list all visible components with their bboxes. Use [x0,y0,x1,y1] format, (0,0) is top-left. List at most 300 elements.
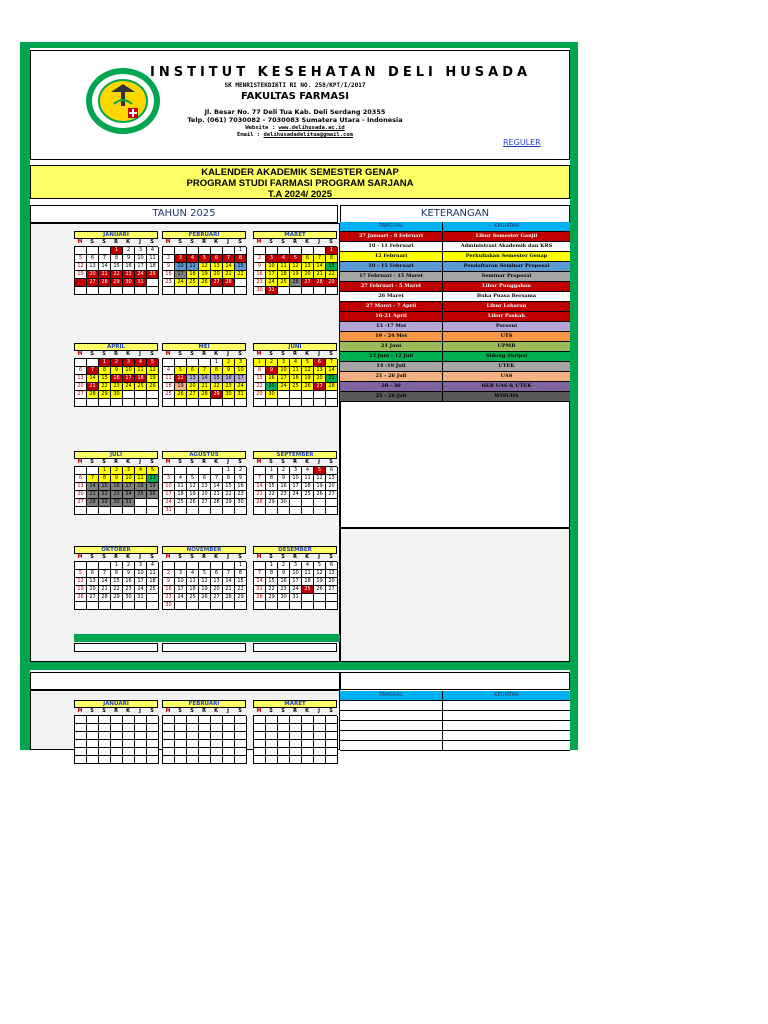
day-cell[interactable] [135,499,147,507]
day-cell[interactable]: 26 [187,499,199,507]
day-cell[interactable]: 29 [111,279,123,287]
day-cell[interactable] [99,748,111,756]
day-cell[interactable]: 19 [187,491,199,499]
day-cell[interactable]: 30 [123,279,135,287]
day-cell[interactable]: 10 [290,475,302,483]
day-cell[interactable]: 23 [163,279,175,287]
day-cell[interactable]: 2 [111,359,123,367]
day-cell[interactable]: 22 [99,383,111,391]
day-cell[interactable]: 31 [290,594,302,602]
day-cell[interactable]: 30 [266,391,278,399]
day-cell[interactable] [99,507,111,515]
day-cell[interactable]: 7 [211,475,223,483]
day-cell[interactable] [278,507,290,515]
day-cell[interactable]: 8 [99,367,111,375]
day-cell[interactable]: 26 [75,279,87,287]
day-cell[interactable] [99,247,111,255]
day-cell[interactable]: 23 [223,383,235,391]
day-cell[interactable]: 27 [326,586,338,594]
day-cell[interactable]: 3 [123,467,135,475]
day-cell[interactable]: 4 [302,562,314,570]
day-cell[interactable]: 17 [175,586,187,594]
day-cell[interactable] [223,247,235,255]
day-cell[interactable] [254,602,266,610]
day-cell[interactable] [314,732,326,740]
day-cell[interactable]: 24 [278,383,290,391]
day-cell[interactable] [211,562,223,570]
day-cell[interactable]: 6 [211,570,223,578]
day-cell[interactable] [111,740,123,748]
day-cell[interactable]: 16 [223,375,235,383]
day-cell[interactable]: 15 [223,483,235,491]
day-cell[interactable]: 9 [278,570,290,578]
day-cell[interactable]: 14 [223,263,235,271]
day-cell[interactable]: 10 [290,570,302,578]
day-cell[interactable] [302,602,314,610]
day-cell[interactable] [302,732,314,740]
day-cell[interactable]: 5 [75,255,87,263]
day-cell[interactable]: 22 [266,491,278,499]
day-cell[interactable]: 10 [135,255,147,263]
day-cell[interactable]: 17 [123,375,135,383]
day-cell[interactable]: 26 [147,383,159,391]
day-cell[interactable] [199,748,211,756]
day-cell[interactable] [235,399,247,407]
day-cell[interactable]: 8 [235,255,247,263]
day-cell[interactable]: 23 [111,383,123,391]
day-cell[interactable]: 9 [123,570,135,578]
day-cell[interactable]: 28 [99,279,111,287]
day-cell[interactable] [314,716,326,724]
day-cell[interactable]: 27 [87,279,99,287]
day-cell[interactable]: 21 [87,383,99,391]
day-cell[interactable]: 6 [75,475,87,483]
day-cell[interactable] [135,391,147,399]
day-cell[interactable]: 13 [314,367,326,375]
day-cell[interactable]: 3 [290,562,302,570]
day-cell[interactable]: 20 [87,586,99,594]
day-cell[interactable] [163,748,175,756]
day-cell[interactable]: 29 [99,499,111,507]
day-cell[interactable]: 4 [175,475,187,483]
day-cell[interactable]: 5 [199,255,211,263]
day-cell[interactable]: 12 [175,375,187,383]
day-cell[interactable] [211,748,223,756]
day-cell[interactable]: 10 [163,483,175,491]
day-cell[interactable]: 6 [314,359,326,367]
day-cell[interactable] [290,399,302,407]
day-cell[interactable] [135,602,147,610]
day-cell[interactable] [254,399,266,407]
day-cell[interactable]: 29 [235,594,247,602]
day-cell[interactable] [123,391,135,399]
day-cell[interactable] [326,594,338,602]
day-cell[interactable]: 30 [278,499,290,507]
day-cell[interactable]: 20 [302,271,314,279]
day-cell[interactable]: 21 [254,586,266,594]
day-cell[interactable]: 30 [163,602,175,610]
day-cell[interactable]: 5 [290,255,302,263]
day-cell[interactable] [266,756,278,764]
day-cell[interactable] [314,499,326,507]
day-cell[interactable] [211,602,223,610]
day-cell[interactable]: 14 [87,483,99,491]
day-cell[interactable] [302,740,314,748]
day-cell[interactable] [147,716,159,724]
day-cell[interactable]: 20 [87,271,99,279]
day-cell[interactable]: 13 [326,570,338,578]
day-cell[interactable]: 27 [314,383,326,391]
day-cell[interactable]: 28 [254,499,266,507]
day-cell[interactable]: 7 [87,367,99,375]
day-cell[interactable] [135,716,147,724]
day-cell[interactable]: 18 [187,586,199,594]
day-cell[interactable]: 7 [223,570,235,578]
day-cell[interactable] [290,391,302,399]
day-cell[interactable] [163,467,175,475]
day-cell[interactable] [99,602,111,610]
day-cell[interactable] [199,467,211,475]
day-cell[interactable] [302,499,314,507]
day-cell[interactable]: 21 [223,271,235,279]
day-cell[interactable] [147,732,159,740]
day-cell[interactable] [87,716,99,724]
day-cell[interactable]: 9 [123,255,135,263]
day-cell[interactable]: 14 [199,375,211,383]
day-cell[interactable] [223,507,235,515]
day-cell[interactable]: 27 [302,279,314,287]
day-cell[interactable]: 1 [266,467,278,475]
day-cell[interactable] [235,507,247,515]
day-cell[interactable] [314,399,326,407]
day-cell[interactable] [278,740,290,748]
day-cell[interactable]: 15 [211,375,223,383]
day-cell[interactable] [87,756,99,764]
day-cell[interactable] [123,756,135,764]
day-cell[interactable]: 8 [111,570,123,578]
day-cell[interactable]: 27 [75,499,87,507]
day-cell[interactable] [163,756,175,764]
day-cell[interactable]: 18 [147,263,159,271]
day-cell[interactable]: 24 [175,279,187,287]
day-cell[interactable]: 7 [199,367,211,375]
day-cell[interactable] [75,399,87,407]
day-cell[interactable] [163,724,175,732]
day-cell[interactable]: 15 [266,483,278,491]
day-cell[interactable] [123,399,135,407]
day-cell[interactable]: 26 [147,491,159,499]
day-cell[interactable]: 1 [326,247,338,255]
day-cell[interactable]: 15 [111,263,123,271]
day-cell[interactable]: 28 [254,594,266,602]
day-cell[interactable]: 4 [147,247,159,255]
day-cell[interactable]: 18 [278,271,290,279]
day-cell[interactable]: 10 [235,367,247,375]
day-cell[interactable] [211,247,223,255]
day-cell[interactable]: 5 [147,467,159,475]
day-cell[interactable] [87,247,99,255]
day-cell[interactable]: 17 [290,483,302,491]
day-cell[interactable] [326,732,338,740]
day-cell[interactable]: 22 [99,491,111,499]
day-cell[interactable] [290,748,302,756]
day-cell[interactable] [99,732,111,740]
day-cell[interactable]: 25 [278,279,290,287]
day-cell[interactable]: 13 [326,475,338,483]
day-cell[interactable] [199,399,211,407]
day-cell[interactable]: 30 [111,499,123,507]
day-cell[interactable] [290,716,302,724]
day-cell[interactable] [223,724,235,732]
day-cell[interactable]: 19 [199,271,211,279]
day-cell[interactable] [175,359,187,367]
day-cell[interactable] [199,724,211,732]
day-cell[interactable]: 24 [135,271,147,279]
day-cell[interactable] [290,247,302,255]
day-cell[interactable]: 22 [223,491,235,499]
day-cell[interactable]: 31 [123,499,135,507]
day-cell[interactable] [187,399,199,407]
day-cell[interactable]: 19 [75,586,87,594]
day-cell[interactable]: 28 [87,391,99,399]
day-cell[interactable] [199,287,211,295]
day-cell[interactable]: 1 [254,359,266,367]
day-cell[interactable]: 31 [235,391,247,399]
day-cell[interactable] [254,748,266,756]
day-cell[interactable]: 22 [111,586,123,594]
day-cell[interactable]: 10 [123,475,135,483]
day-cell[interactable]: 7 [314,255,326,263]
day-cell[interactable] [199,562,211,570]
day-cell[interactable] [187,748,199,756]
day-cell[interactable]: 3 [123,359,135,367]
day-cell[interactable]: 14 [314,263,326,271]
day-cell[interactable] [163,740,175,748]
day-cell[interactable]: 16 [278,578,290,586]
day-cell[interactable]: 12 [199,263,211,271]
day-cell[interactable]: 27 [211,594,223,602]
day-cell[interactable]: 21 [314,271,326,279]
day-cell[interactable]: 20 [326,578,338,586]
day-cell[interactable]: 30 [123,594,135,602]
day-cell[interactable] [87,724,99,732]
day-cell[interactable]: 21 [99,271,111,279]
day-cell[interactable] [326,499,338,507]
day-cell[interactable] [175,467,187,475]
day-cell[interactable] [99,716,111,724]
day-cell[interactable] [314,724,326,732]
day-cell[interactable]: 15 [235,578,247,586]
day-cell[interactable]: 19 [199,586,211,594]
day-cell[interactable] [278,732,290,740]
day-cell[interactable] [223,602,235,610]
day-cell[interactable]: 9 [163,263,175,271]
day-cell[interactable] [187,359,199,367]
day-cell[interactable] [326,507,338,515]
day-cell[interactable] [163,399,175,407]
day-cell[interactable] [211,399,223,407]
day-cell[interactable]: 17 [290,578,302,586]
day-cell[interactable]: 24 [290,586,302,594]
day-cell[interactable]: 9 [254,263,266,271]
day-cell[interactable]: 8 [223,475,235,483]
day-cell[interactable]: 3 [175,255,187,263]
day-cell[interactable]: 26 [314,491,326,499]
day-cell[interactable] [187,562,199,570]
day-cell[interactable] [223,748,235,756]
day-cell[interactable]: 29 [266,594,278,602]
day-cell[interactable]: 8 [266,570,278,578]
day-cell[interactable]: 4 [163,367,175,375]
day-cell[interactable]: 1 [99,359,111,367]
day-cell[interactable]: 14 [254,578,266,586]
day-cell[interactable] [75,602,87,610]
day-cell[interactable]: 20 [75,491,87,499]
day-cell[interactable] [75,247,87,255]
day-cell[interactable]: 12 [302,367,314,375]
day-cell[interactable] [266,716,278,724]
day-cell[interactable] [290,602,302,610]
day-cell[interactable]: 17 [266,271,278,279]
day-cell[interactable]: 5 [75,570,87,578]
day-cell[interactable]: 15 [111,578,123,586]
day-cell[interactable]: 2 [163,570,175,578]
day-cell[interactable]: 10 [175,263,187,271]
day-cell[interactable] [278,756,290,764]
day-cell[interactable]: 4 [135,467,147,475]
day-cell[interactable]: 6 [199,475,211,483]
day-cell[interactable]: 11 [187,578,199,586]
day-cell[interactable] [135,756,147,764]
day-cell[interactable]: 9 [223,367,235,375]
day-cell[interactable] [111,287,123,295]
day-cell[interactable]: 20 [75,383,87,391]
day-cell[interactable] [326,716,338,724]
day-cell[interactable] [302,756,314,764]
day-cell[interactable] [135,740,147,748]
day-cell[interactable]: 28 [199,391,211,399]
day-cell[interactable] [111,724,123,732]
day-cell[interactable] [211,507,223,515]
day-cell[interactable]: 18 [147,578,159,586]
day-cell[interactable] [87,562,99,570]
day-cell[interactable]: 28 [223,279,235,287]
day-cell[interactable]: 20 [326,483,338,491]
day-cell[interactable] [187,247,199,255]
day-cell[interactable]: 25 [187,279,199,287]
day-cell[interactable] [99,562,111,570]
day-cell[interactable] [302,399,314,407]
day-cell[interactable]: 21 [223,586,235,594]
day-cell[interactable]: 31 [163,507,175,515]
day-cell[interactable]: 11 [187,263,199,271]
day-cell[interactable] [235,732,247,740]
day-cell[interactable]: 25 [147,586,159,594]
day-cell[interactable]: 30 [278,594,290,602]
day-cell[interactable]: 18 [175,491,187,499]
day-cell[interactable] [99,740,111,748]
day-cell[interactable]: 15 [99,375,111,383]
day-cell[interactable] [123,740,135,748]
day-cell[interactable] [211,716,223,724]
day-cell[interactable]: 19 [75,271,87,279]
day-cell[interactable] [290,756,302,764]
day-cell[interactable] [326,740,338,748]
day-cell[interactable] [314,602,326,610]
day-cell[interactable]: 19 [302,375,314,383]
day-cell[interactable]: 19 [290,271,302,279]
day-cell[interactable]: 14 [326,367,338,375]
day-cell[interactable]: 27 [326,491,338,499]
day-cell[interactable]: 24 [266,279,278,287]
day-cell[interactable]: 25 [302,586,314,594]
day-cell[interactable] [175,399,187,407]
day-cell[interactable] [290,499,302,507]
day-cell[interactable] [302,724,314,732]
day-cell[interactable]: 12 [75,578,87,586]
day-cell[interactable] [235,748,247,756]
day-cell[interactable] [147,602,159,610]
day-cell[interactable]: 13 [199,483,211,491]
day-cell[interactable]: 22 [235,271,247,279]
day-cell[interactable] [290,287,302,295]
day-cell[interactable]: 6 [326,467,338,475]
day-cell[interactable]: 27 [211,279,223,287]
day-cell[interactable]: 29 [326,279,338,287]
day-cell[interactable]: 8 [235,570,247,578]
day-cell[interactable]: 25 [187,594,199,602]
day-cell[interactable]: 16 [254,271,266,279]
day-cell[interactable]: 21 [326,375,338,383]
day-cell[interactable] [87,732,99,740]
day-cell[interactable]: 17 [175,271,187,279]
day-cell[interactable] [314,740,326,748]
day-cell[interactable] [266,732,278,740]
day-cell[interactable]: 26 [314,586,326,594]
day-cell[interactable] [302,287,314,295]
day-cell[interactable]: 23 [123,271,135,279]
day-cell[interactable] [135,507,147,515]
day-cell[interactable]: 10 [266,263,278,271]
day-cell[interactable] [175,507,187,515]
day-cell[interactable] [266,507,278,515]
day-cell[interactable] [278,399,290,407]
day-cell[interactable] [147,287,159,295]
day-cell[interactable]: 23 [235,491,247,499]
day-cell[interactable] [75,732,87,740]
day-cell[interactable] [326,748,338,756]
day-cell[interactable]: 1 [99,467,111,475]
day-cell[interactable]: 11 [175,483,187,491]
day-cell[interactable] [223,287,235,295]
day-cell[interactable]: 23 [266,383,278,391]
day-cell[interactable]: 12 [187,483,199,491]
day-cell[interactable]: 19 [147,483,159,491]
day-cell[interactable]: 29 [211,391,223,399]
day-cell[interactable]: 11 [278,263,290,271]
day-cell[interactable] [175,740,187,748]
day-cell[interactable]: 23 [111,491,123,499]
day-cell[interactable] [87,740,99,748]
day-cell[interactable]: 3 [135,247,147,255]
day-cell[interactable] [175,562,187,570]
day-cell[interactable] [266,748,278,756]
day-cell[interactable] [302,748,314,756]
day-cell[interactable] [254,732,266,740]
day-cell[interactable] [147,499,159,507]
day-cell[interactable] [187,740,199,748]
day-cell[interactable]: 21 [211,491,223,499]
